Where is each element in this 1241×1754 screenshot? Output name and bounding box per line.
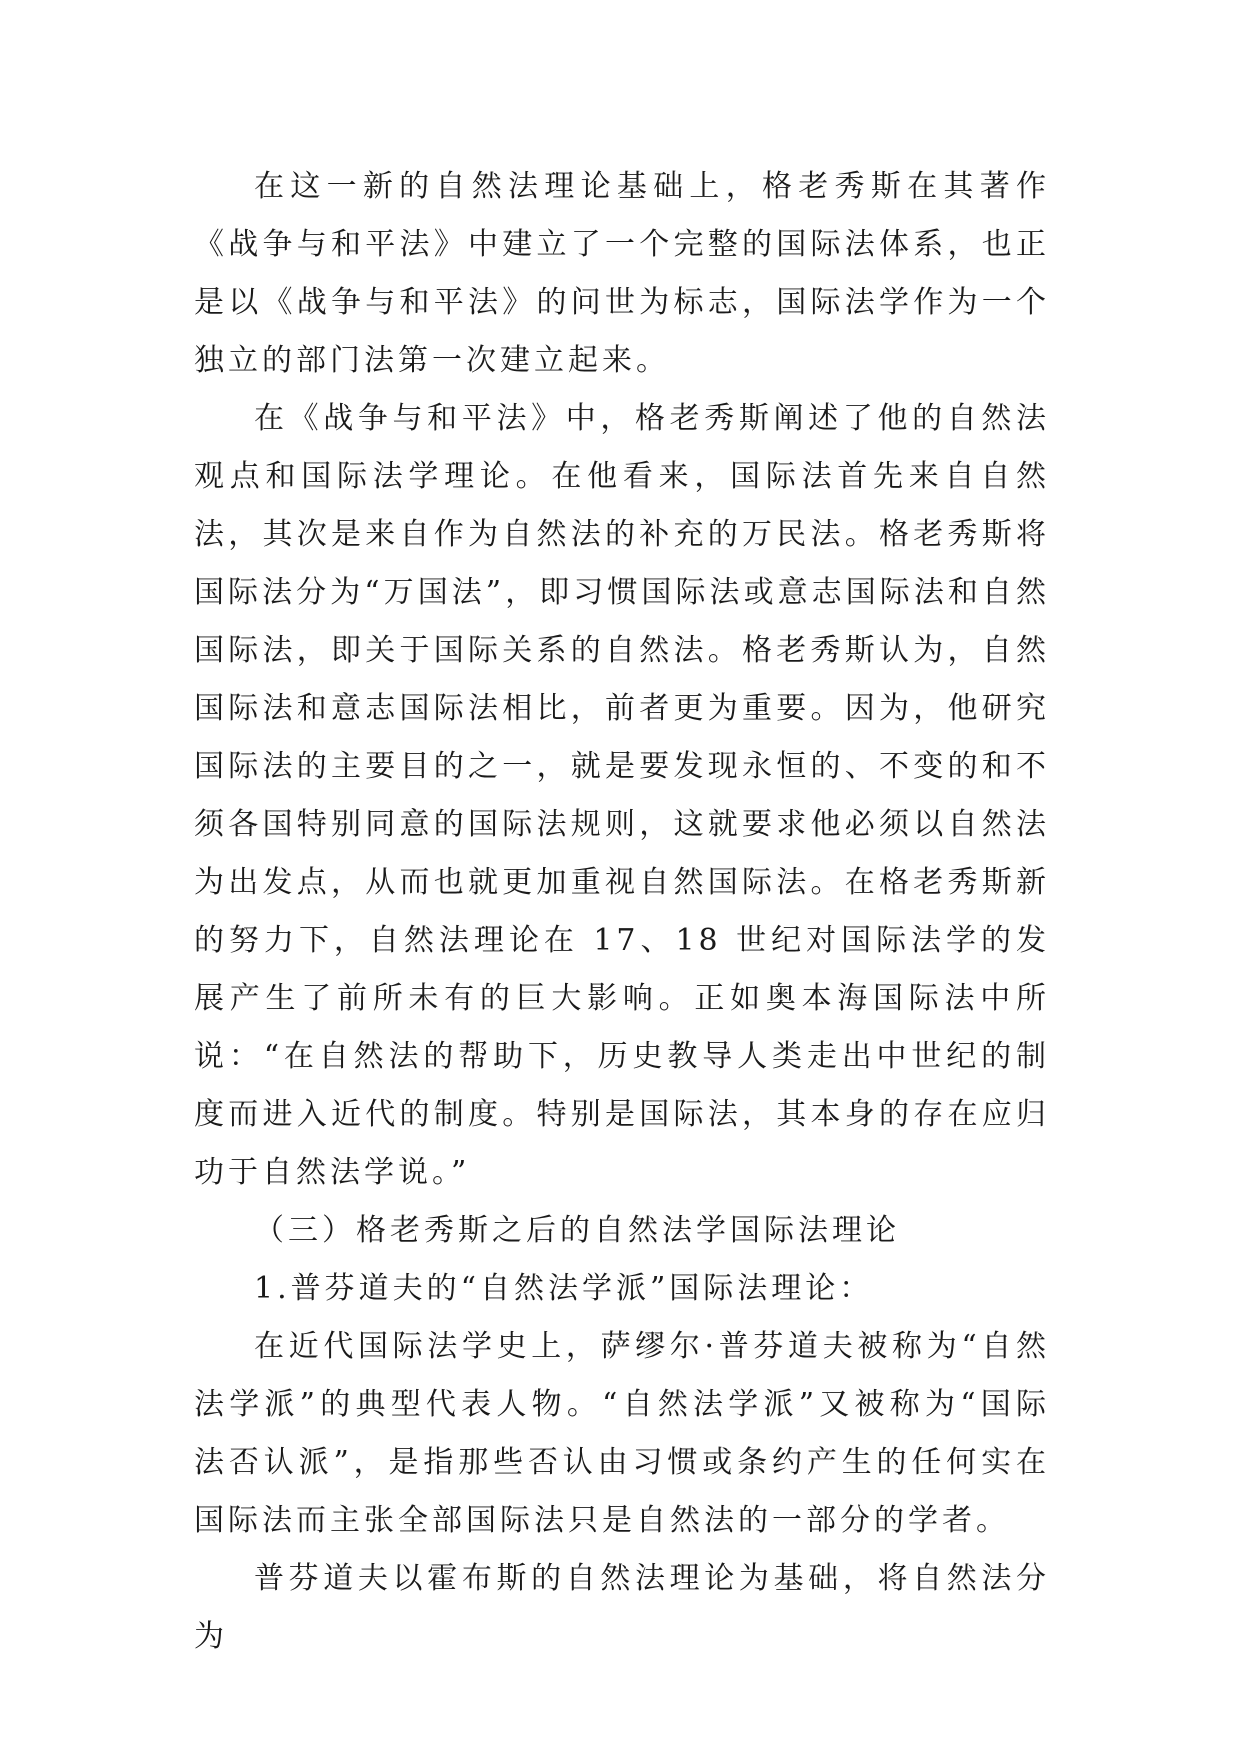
- body-text: [194, 158, 1050, 1666]
- subsection-heading: 1.普芬道夫的“自然法学派”国际法理论：: [254, 1271, 874, 1306]
- section-heading: （三）格老秀斯之后的自然法学国际法理论: [254, 1213, 900, 1248]
- paragraph-grotius-system: 在这一新的自然法理论基础上，格老秀斯在其著作《战争与和平法》中建立了一个完整的国际法体系，也正是以《战争与和平法》的问世为标志，国际法学作为一个独立的部门法第一次建立起来。: [194, 169, 1050, 378]
- paragraph-natural-law-school: 在近代国际法学史上，萨缪尔·普芬道夫被称为“自然法学派”的典型代表人物。“自然法学派”又被称为“国际法否认派”，是指那些否认由习惯或条约产生的任何实在国际法而主张全部国际法只是自然法的一部分的学者。: [194, 1329, 1050, 1538]
- paragraph-pufendorf: 普芬道夫以霍布斯的自然法理论为基础，将自然法分为: [194, 1561, 1050, 1654]
- paragraph-grotius-theory: 在《战争与和平法》中，格老秀斯阐述了他的自然法观点和国际法学理论。在他看来，国际法首先来自自然法，其次是来自作为自然法的补充的万民法。格老秀斯将国际法分为“万国法”，即习惯国际法或意志国际法和自然国际法，即关于国际关系的自然法。格老秀斯认为，自然国际法和意志国际法相比，前者更为重要。因为，他研究国际法的主要目的之一，就是要发现永恒的、不变的和不须各国特别同意的国际法规则，这就要求他必须以自然法为出发点，从而也就更加重视自然国际法。在格老秀斯新的努力下，自然法理论在 17、18 世纪对国际法学的发展产生了前所未有的巨大影响。正如奥本海国际法中所说：“在自然法的帮助下，历史教导人类走出中世纪的制度而进入近代的制度。特别是国际法，其本身的存在应归功于自然法学说。”: [194, 401, 1050, 1190]
